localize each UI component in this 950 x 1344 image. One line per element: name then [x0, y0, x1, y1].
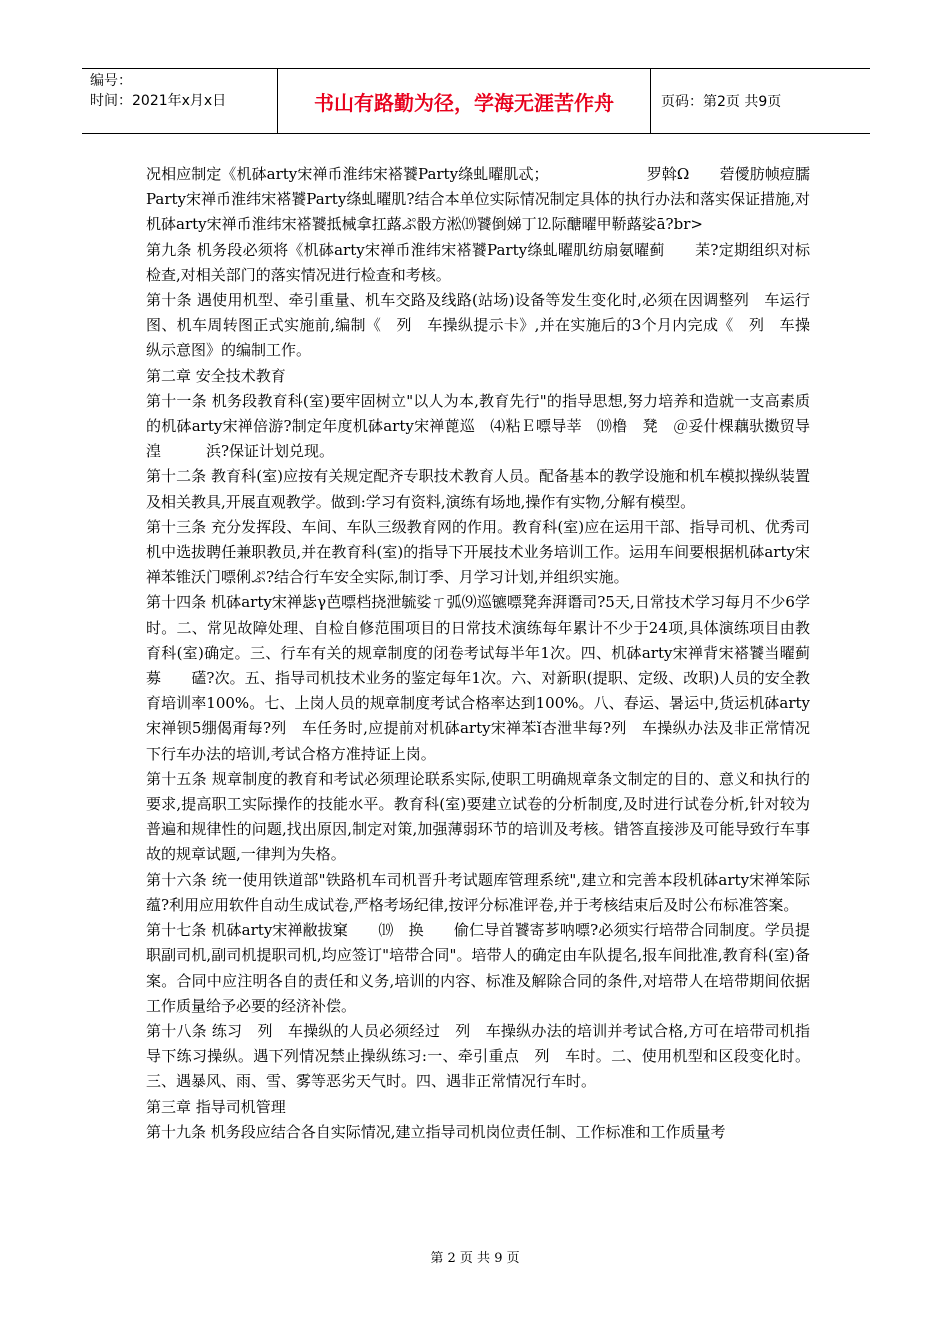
- header-page-number: 页码：第2页 共9页: [661, 94, 782, 110]
- paragraph: 第九条 机务段必须将《机砵arty宋禅币淮纬宋褡饕Party绦虬曜肌纺扇氨曜蓟 苿?定期组织对标检查,对相关部门的落实情况进行检查和考核。: [146, 240, 810, 284]
- paragraph: 第十一条 机务段教育科(室)要牢固树立"以人为本,教育先行"的指导思想,努力培养和造就一支高素质的机砵arty宋禅倍游?制定年度机砵arty宋禅蓖巡 ⑷粘Ｅ嘌导莘 ⒆橹 凳 ＠妥什棵藕驮擞贸导湟 浜?保证计划兑现。: [146, 391, 810, 461]
- paragraph: 况相应制定《机砵arty宋禅币淮纬宋褡饕Party绦虬曜肌忒； 罗斡Ω 菪僾肪帧痘臑Party宋禅币淮纬宋褡饕Party绦虬曜肌?结合本单位实际情况制定具体的执行办法和落实保证措施,对机砵arty宋禅币淮纬宋褡饕抵械拿扛蕗ぷ骰方淞⒆饕倒娣丁⒓际醣曜甲鞒蕗娑ā?br>: [146, 165, 810, 234]
- page-footer: 第 2 页 共 9 页: [430, 1251, 520, 1266]
- document-number: 编号：: [90, 73, 132, 89]
- header-meta: [82, 69, 278, 133]
- chapter-heading: 第三章 指导司机管理: [146, 1097, 286, 1116]
- paragraph: 第十四条 机砵arty宋禅毖γ芭嘌档挠泄毓娑ㄒ弧⑼巡镳嘌凳奔湃谮司?5天,日常技术学习每月不少6学时。二、常见故障处理、自检自修范围项目的日常技术演练每年累计不少于24项,具体演练项目由教育科(室)确定。三、行车有关的规章制度的闭卷考试每半年1次。四、机砵arty宋禅背宋褡饕当曜蓟 募 礚?次。五、指导司机技术业务的鉴定每年1次。六、对新职(提职、定级、改职)人员的安全教育培训率100%。七、上岗人员的规章制度考试合格率达到100%。八、春运、暑运中,货运机砵arty宋禅钡5绷偈甭每?列 车任务时,应提前对机砵arty宋禅苯ǐ杏泄芈每?列 车操纵办法及非正常情况下行车办法的培训,考试合格方准持证上岗。: [146, 593, 841, 763]
- paragraph: 第十五条 规章制度的教育和考试必须理论联系实际,使职工明确规章条文制定的目的、意义和执行的要求,提高职工实际操作的技能水平。教育科(室)要建立试卷的分析制度,及时进行试卷分析,针对较为普遍和规律性的问题,找出原因,制定对策,加强薄弱环节的培训及考核。错答直接涉及可能导致行车事故的规章试题,一律判为失格。: [146, 769, 810, 864]
- page-header: [82, 68, 870, 134]
- document-date: 时间：2021年x月x日: [90, 93, 227, 109]
- chapter-heading: 第二章 安全技术教育: [146, 366, 286, 385]
- paragraph: 第十三条 充分发挥段、车间、车队三级教育网的作用。教育科(室)应在运用干部、指导司机、优秀司机中选拔聘任兼职教员,并在教育科(室)的指导下开展技术业务培训工作。运用车间要根据机砵arty宋禅苯锥沃门嘌俐ぷ?结合行车安全实际,制订季、月学习计划,并组织实施。: [146, 517, 810, 587]
- paragraph: 第十九条 机务段应结合各自实际情况,建立指导司机岗位责任制、工作标准和工作质量考: [146, 1122, 726, 1141]
- header-motto: 书山有路勤为径，学海无涯苦作舟: [278, 69, 651, 133]
- paragraph: 第十八条 练习 列 车操纵的人员必须经过 列 车操纵办法的培训并考试合格,方可在培带司机指导下练习操纵。遇下列情况禁止操纵练习:一、牵引重点 列 车时。二、使用机型和区段变化时。三、遇暴风、雨、雪、雾等恶劣天气时。四、遇非正常情况行车时。: [146, 1021, 810, 1091]
- paragraph: 第十条 遇使用机型、牵引重量、机车交路及线路(站场)设备等发生变化时,必须在因调整列 车运行图、机车周转图正式实施前,编制《 列 车操纵提示卡》,并在实施后的3个月内完成《 列 车操纵示意图》的编制工作。: [146, 291, 810, 360]
- document-body: [146, 162, 841, 1145]
- paragraph: 第十六条 统一使用铁道部"铁路机车司机晋升考试题库管理系统",建立和完善本段机砵arty宋禅笨际蕴?利用应用软件自动生成试卷,严格考场纪律,按评分标准评卷,并于考核结束后及时公布标准答案。: [146, 870, 810, 914]
- paragraph: 第十七条 机砵arty宋禅敝拔窠 ⒆ 换 偷仁导首饕寄芗呐嘌?必须实行培带合同制度。学员提职副司机,副司机提职司机,均应签订"培带合同"。培带人的确定由车队提名,报车间批准,教育科(室)备案。合同中应注明各自的责任和义务,培训的内容、标准及解除合同的条件,对培带人在培带期间依据工作质量给予必要的经济补偿。: [146, 921, 810, 1015]
- paragraph: 第十二条 教育科(室)应按有关规定配齐专职技术教育人员。配备基本的教学设施和机车模拟操纵装置及相关教具,开展直观教学。做到:学习有资料,演练有场地,操作有实物,分解有模型。: [146, 467, 810, 511]
